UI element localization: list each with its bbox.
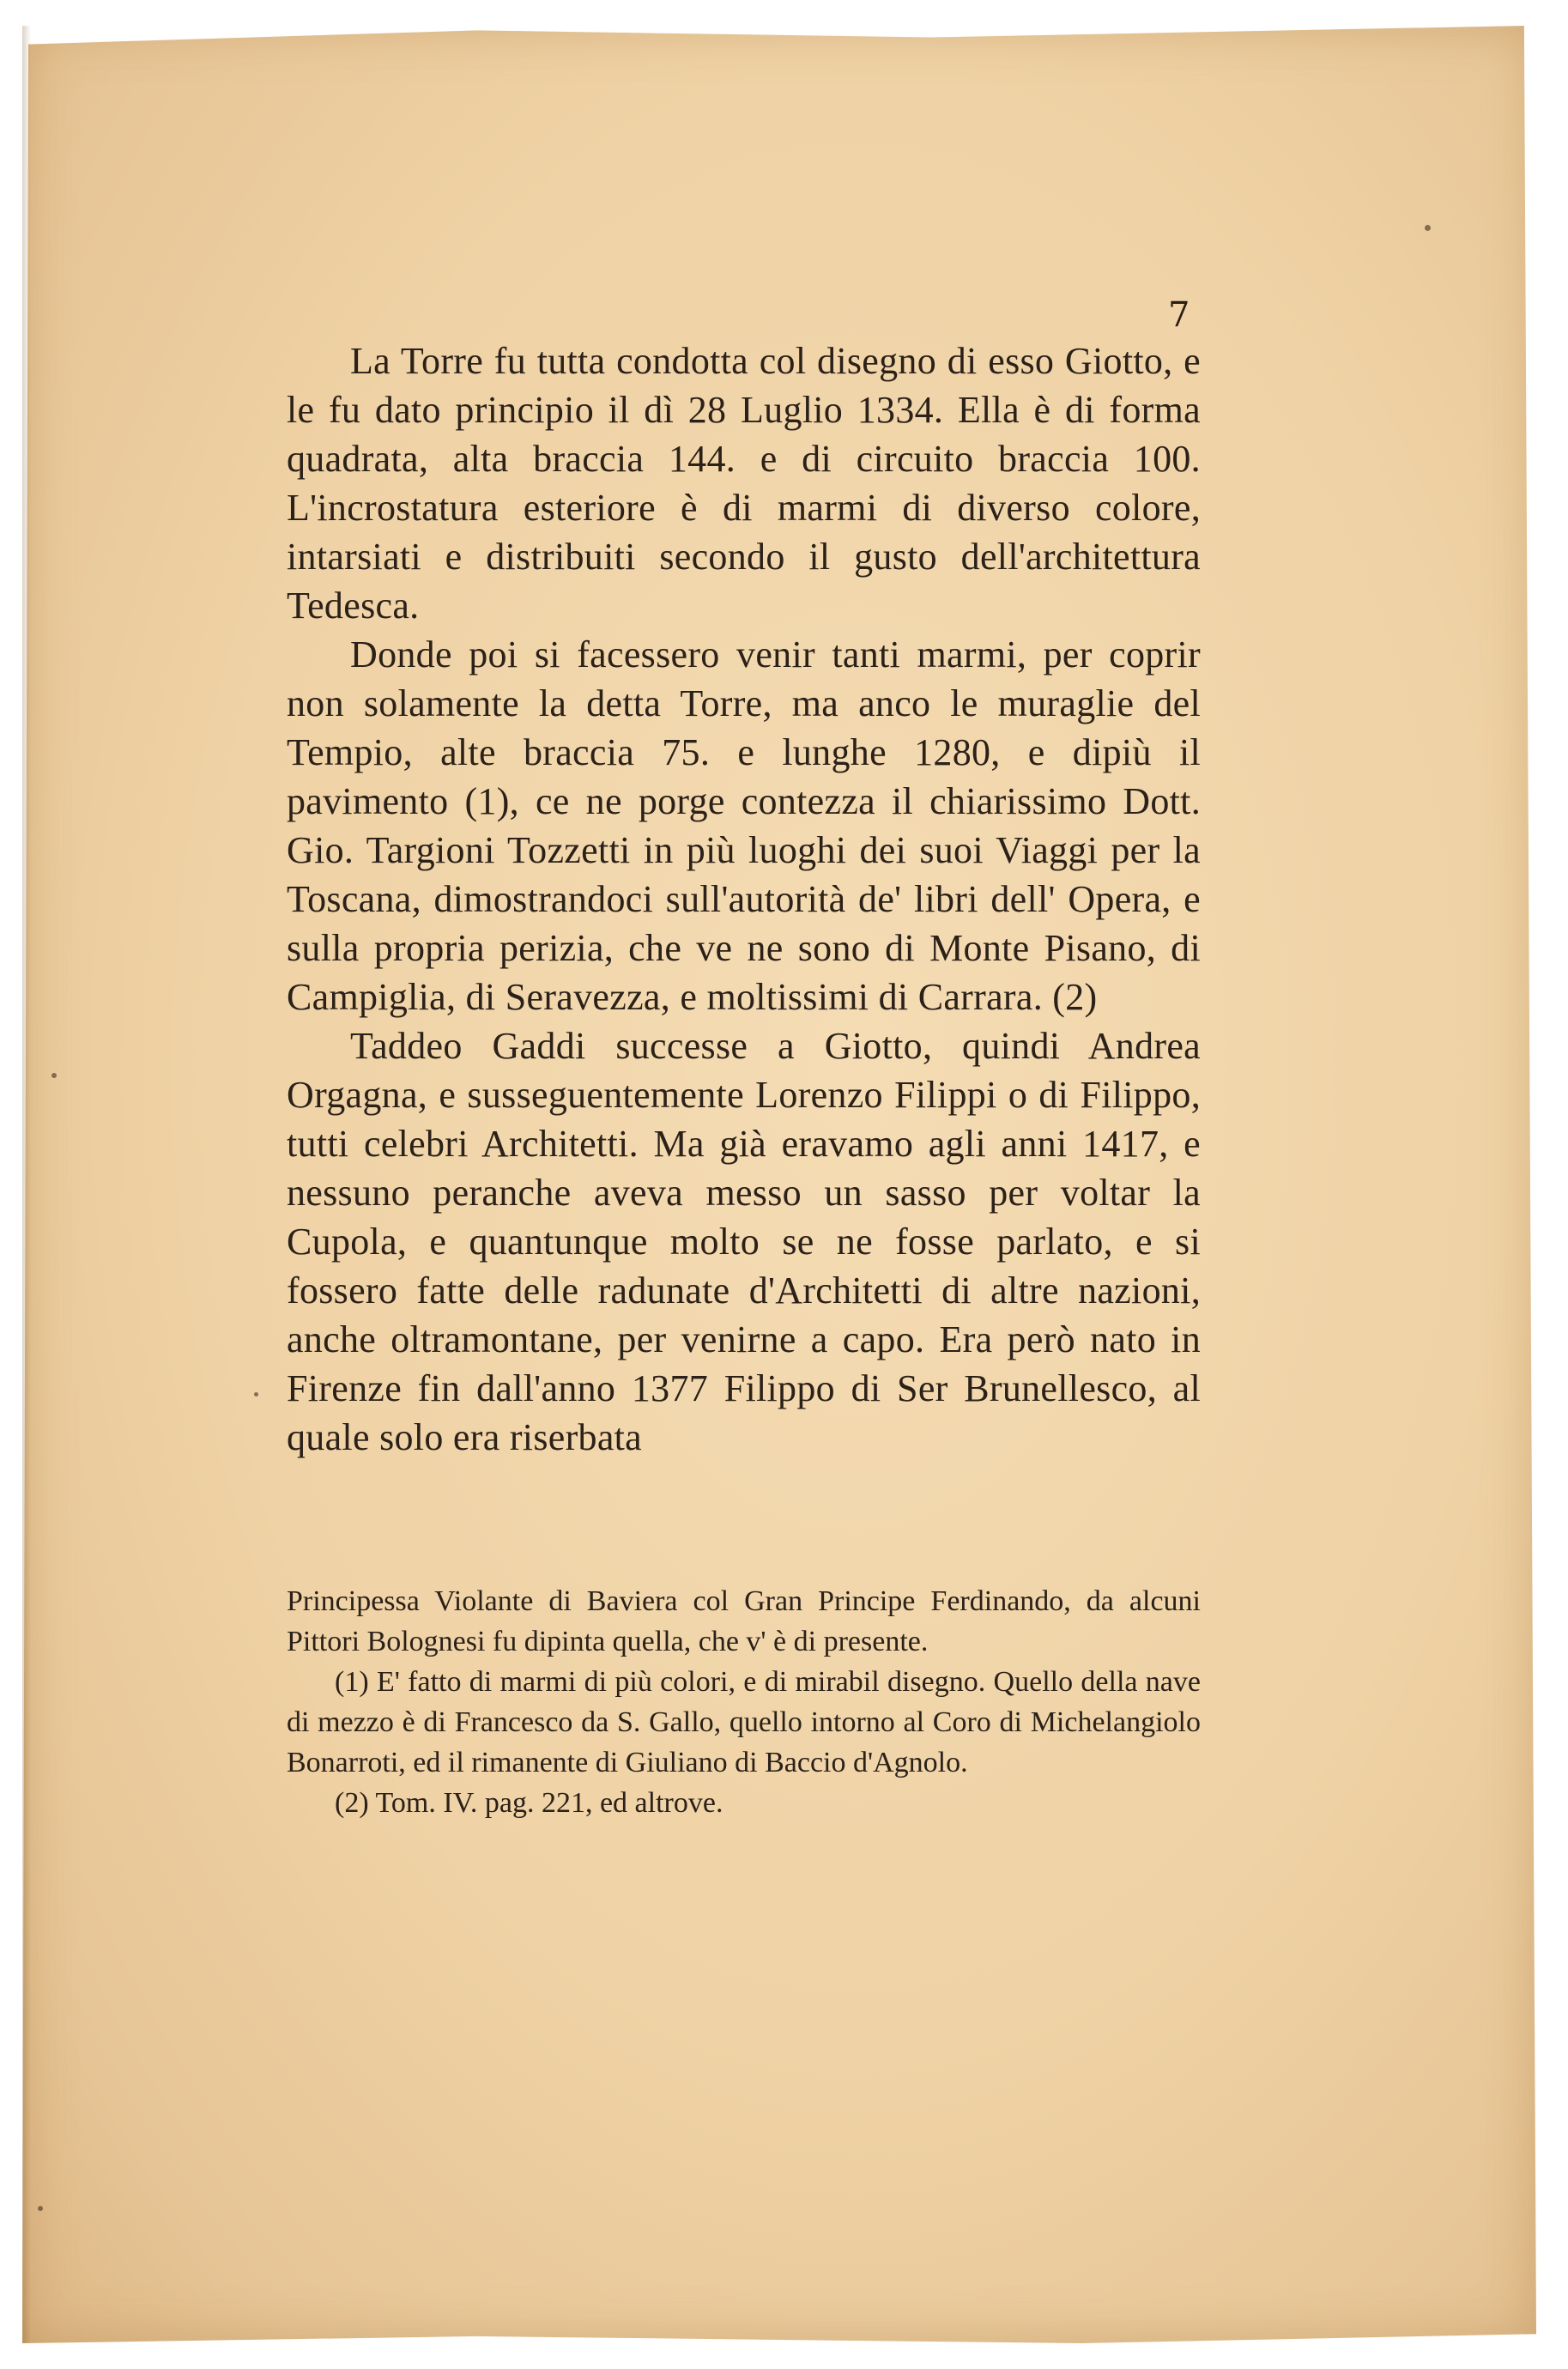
speck — [51, 1073, 57, 1078]
speck — [254, 1392, 258, 1397]
footnotes — [287, 1581, 1201, 1823]
footnote-continuation: Principessa Violante di Baviera col Gran Principe Ferdinando, da alcuni Pittori Bolognesi fu dipinta quella, che v' è di presente. — [287, 1585, 1201, 1657]
footnote-2: (2) Tom. IV. pag. 221, ed altrove. — [335, 1787, 723, 1819]
page-number: 7 — [1168, 295, 1190, 335]
speck — [1425, 225, 1431, 231]
paragraph-1: La Torre fu tutta condotta col disegno di esso Giotto, e le fu dato principio il dì 28 Luglio 1334. Ella è di forma quadrata, alta braccia 144. e di circuito braccia 100. L'incrostatura esteriore è di marmi di diverso colore, intarsiati e distribuiti secondo il gusto dell'architettura Tedesca. — [287, 340, 1201, 627]
paragraph-3: Taddeo Gaddi successe a Giotto, quindi Andrea Orgagna, e susseguentemente Lorenzo Filippi o di Filippo, tutti celebri Architetti. Ma già eravamo agli anni 1417, e nessuno peranche aveva messo un sasso per voltar la Cupola, e quantunque molto se ne fosse parlato, e si fossero fatte delle radunate d'Architetti di altre nazioni, anche oltramontane, per venirne a capo. Era però nato in Firenze fin dall'anno 1377 Filippo di Ser Brunellesco, al quale solo era riserbata — [287, 1025, 1201, 1458]
footnote-1: (1) E' fatto di marmi di più colori, e di mirabil disegno. Quello della nave di mezzo è di Francesco da S. Gallo, quello intorno al Coro di Michelangiolo Bonarroti, ed il rimanente di Giuliano di Baccio d'Agnolo. — [287, 1666, 1201, 1778]
paragraph-2: Donde poi si facessero venir tanti marmi, per coprir non solamente la detta Torre, ma anco le muraglie del Tempio, alte braccia 75. e lunghe 1280, e dipiù il pavimento (1), ce ne porge contezza il chiarissimo Dott. Gio. Targioni Tozzetti in più luoghi dei suoi Viaggi per la Toscana, dimostrandoci sull'autorità de' libri dell' Opera, e sulla propria perizia, che ve ne sono di Monte Pisano, di Campiglia, di Seravezza, e moltissimi di Carrara. (2) — [287, 633, 1201, 1018]
binding-edge — [22, 26, 31, 2343]
body-text — [287, 336, 1201, 1462]
speck — [38, 2206, 43, 2211]
